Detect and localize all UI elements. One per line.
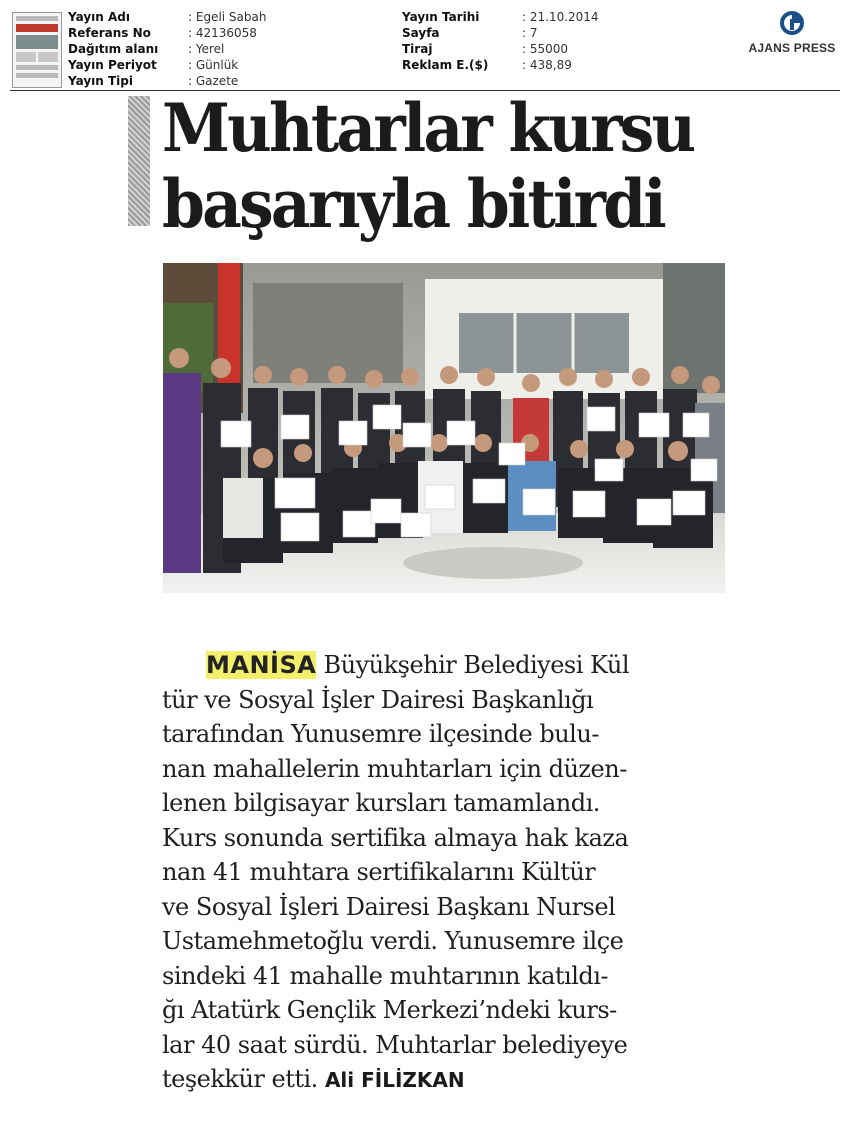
meta-key: Sayfa [402,26,440,40]
meta-key: Tiraj [402,42,433,56]
article-line: lenen bilgisayar kursları tamamlandı. [162,789,600,817]
article-line: lar 40 saat sürdü. Muhtarlar belediyeye [162,1030,628,1059]
publication-meta-left [68,9,266,89]
article-text: teşekkür etti. [162,1065,325,1093]
meta-key: Dağıtım alanı [68,42,159,56]
meta-value: : 21.10.2014 [522,10,599,24]
meta-value: : 438,89 [522,58,572,72]
meta-value: : 42136058 [188,26,257,40]
article-line: Kurs sonunda sertifika almaya hak kaza [162,823,629,852]
ajans-press-logo-icon [779,10,805,36]
headline-line-1: Muhtarlar kursu [162,89,694,167]
headline [162,90,693,242]
dateline: MANİSA [206,651,317,679]
article-line: Ustamehmetoğlu verdi. Yunusemre ilçe [162,927,624,955]
article-line: nan mahallelerin muhtarları için düzen- [162,754,627,783]
meta-value: : Yerel [188,42,225,56]
group-photo [163,263,725,593]
meta-key: Yayın Periyot [68,58,157,72]
clipping-thumbnail[interactable] [12,12,62,88]
headline-line-2: başarıyla bitirdi [162,165,664,243]
headline-accent-bar [128,96,150,226]
article-body [162,648,710,1098]
meta-key: Reklam E.($) [402,58,489,72]
article-text: Büyükşehir Belediyesi Kül [316,651,630,679]
article-line [162,648,710,683]
publication-meta-right [402,9,599,73]
ajans-press-logo[interactable] [744,10,840,55]
meta-key: Referans No [68,26,151,40]
article-line: nan 41 muhtara sertifikalarını Kültür [162,858,596,886]
meta-value: : Günlük [188,58,239,72]
article-line: tarafından Yunusemre ilçesinde bulu- [162,720,599,748]
meta-key: Yayın Tarihi [402,10,480,24]
article-line: ğı Atatürk Gençlik Merkezi’ndeki kurs- [162,996,617,1024]
article-line: ve Sosyal İşleri Dairesi Başkanı Nursel [162,892,616,921]
meta-value: : 7 [522,26,538,40]
meta-value: : Egeli Sabah [188,10,267,24]
meta-key: Yayın Tipi [68,74,133,88]
meta-key: Yayın Adı [68,10,130,24]
article-line [162,1062,710,1098]
article-line: sindeki 41 mahalle muhtarının katıldı- [162,961,609,990]
meta-value: : 55000 [522,42,569,56]
logo-text: AJANS PRESS [748,41,836,55]
article-line: tür ve Sosyal İşler Dairesi Başkanlığı [162,685,594,714]
meta-value: : Gazete [188,74,239,88]
author-byline: Ali FİLİZKAN [324,1068,465,1092]
